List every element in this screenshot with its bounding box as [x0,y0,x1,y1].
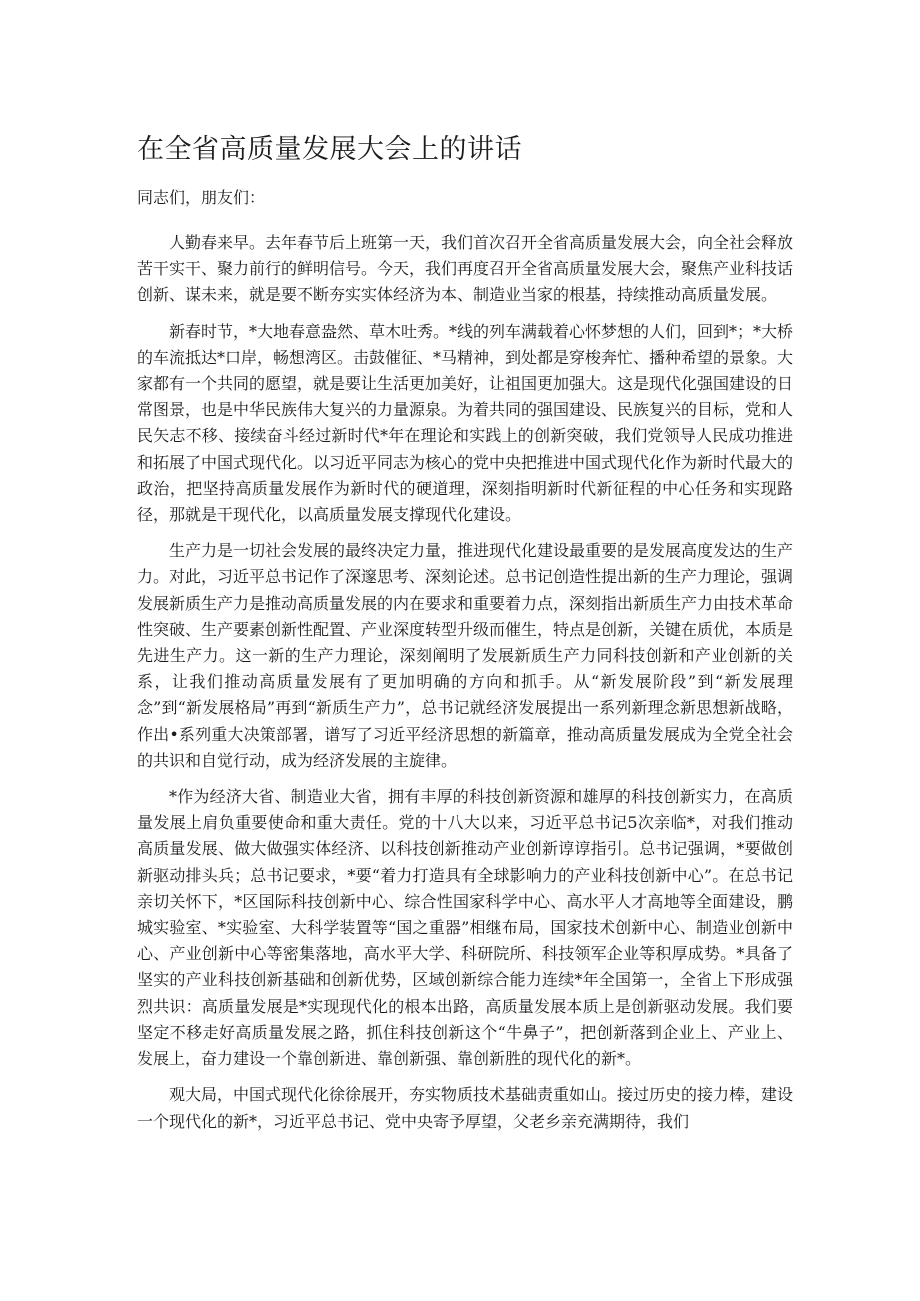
paragraph-4: *作为经济大省、制造业大省，拥有丰厚的科技创新资源和雄厚的科技创新实力，在高质量发展上肩负重要使命和重大责任。党的十八大以来，习近平总书记5次亲临*，对我们推动高质量发展、做大做强实体经济、以科技创新推动产业创新谆谆指引。总书记强调，*要做创新驱动排头兵；总书记要求，*要“着力打造具有全球影响力的产业科技创新中心”。在总书记亲切关怀下，*区国际科技创新中心、综合性国家科学中心、高水平人才高地等全面建设，鹏城实验室、*实验室、大科学装置等“国之重器”相继布局，国家技术创新中心、制造业创新中心、产业创新中心等密集落地，高水平大学、科研院所、科技领军企业等积厚成势。*具备了坚实的产业科技创新基础和创新优势，区域创新综合能力连续*年全国第一，全省上下形成强烈共识：高质量发展是*实现现代化的根本出路，高质量发展本质上是创新驱动发展。我们要坚定不移走好高质量发展之路，抓住科技创新这个“牛鼻子”，把创新落到企业上、产业上、发展上，奋力建设一个靠创新进、靠创新强、靠创新胜的现代化的新*。 [137,787,793,1069]
paragraph-1: 人勤春来早。去年春节后上班第一天，我们首次召开全省高质量发展大会，向全社会释放苦干实干、聚力前行的鲜明信号。今天，我们再度召开全省高质量发展大会，聚焦产业科技话创新、谋未来，就是要不断夯实实体经济为本、制造业当家的根基，持续推动高质量发展。 [137,233,794,305]
salutation: 同志们，朋友们： [137,188,266,207]
paragraph-2: 新春时节，*大地春意盎然、草木吐秀。*线的列车满载着心怀梦想的人们，回到*；*大桥的车流抵达*口岸，畅想湾区。击鼓催征、*马精神，到处都是穿梭奔忙、播种希望的景象。大家都有一个共同的愿望，就是要让生活更加美好，让祖国更加强大。这是现代化强国建设的日常图景，也是中华民族伟大复兴的力量源泉。为着共同的强国建设、民族复兴的目标，党和人民矢志不移、接续奋斗经过新时代*年在理论和实践上的创新突破，我们党领导人民成功推进和拓展了中国式现代化。以习近平同志为核心的党中央把推进中国式现代化作为新时代最大的政治，把坚持高质量发展作为新时代的硬道理，深刻指明新时代新征程的中心任务和实现路径，那就是干现代化，以高质量发展支撑现代化建设。 [137,321,794,525]
paragraph-3: 生产力是一切社会发展的最终决定力量，推进现代化建设最重要的是发展高度发达的生产力。对此，习近平总书记作了深邃思考、深刻论述。总书记创造性提出新的生产力理论，强调发展新质生产力是推动高质量发展的内在要求和重要着力点，深刻指出新质生产力由技术革命性突破、生产要素创新性配置、产业深度转型升级而催生，特点是创新，关键在质优，本质是先进生产力。这一新的生产力理论，深刻阐明了发展新质生产力同科技创新和产业创新的关系，让我们推动高质量发展有了更加明确的方向和抓手。从“新发展阶段”到“新发展理念”到“新发展格局”再到“新质生产力”，总书记就经济发展提出一系列新理念新思想新战略，作出•系列重大决策部署，谱写了习近平经济思想的新篇章，推动高质量发展成为全党全社会的共识和自觉行动，成为经济发展的主旋律。 [137,541,794,770]
paragraph-5: 观大局，中国式现代化徐徐展开，夯实物质技术基础责重如山。接过历史的接力棒，建设一个现代化的新*，习近平总书记、党中央寄予厚望，父老乡亲充满期待，我们 [137,1085,794,1131]
document-page [137,130,793,1145]
document-title: 在全省高质量发展大会上的讲话 [137,134,522,165]
